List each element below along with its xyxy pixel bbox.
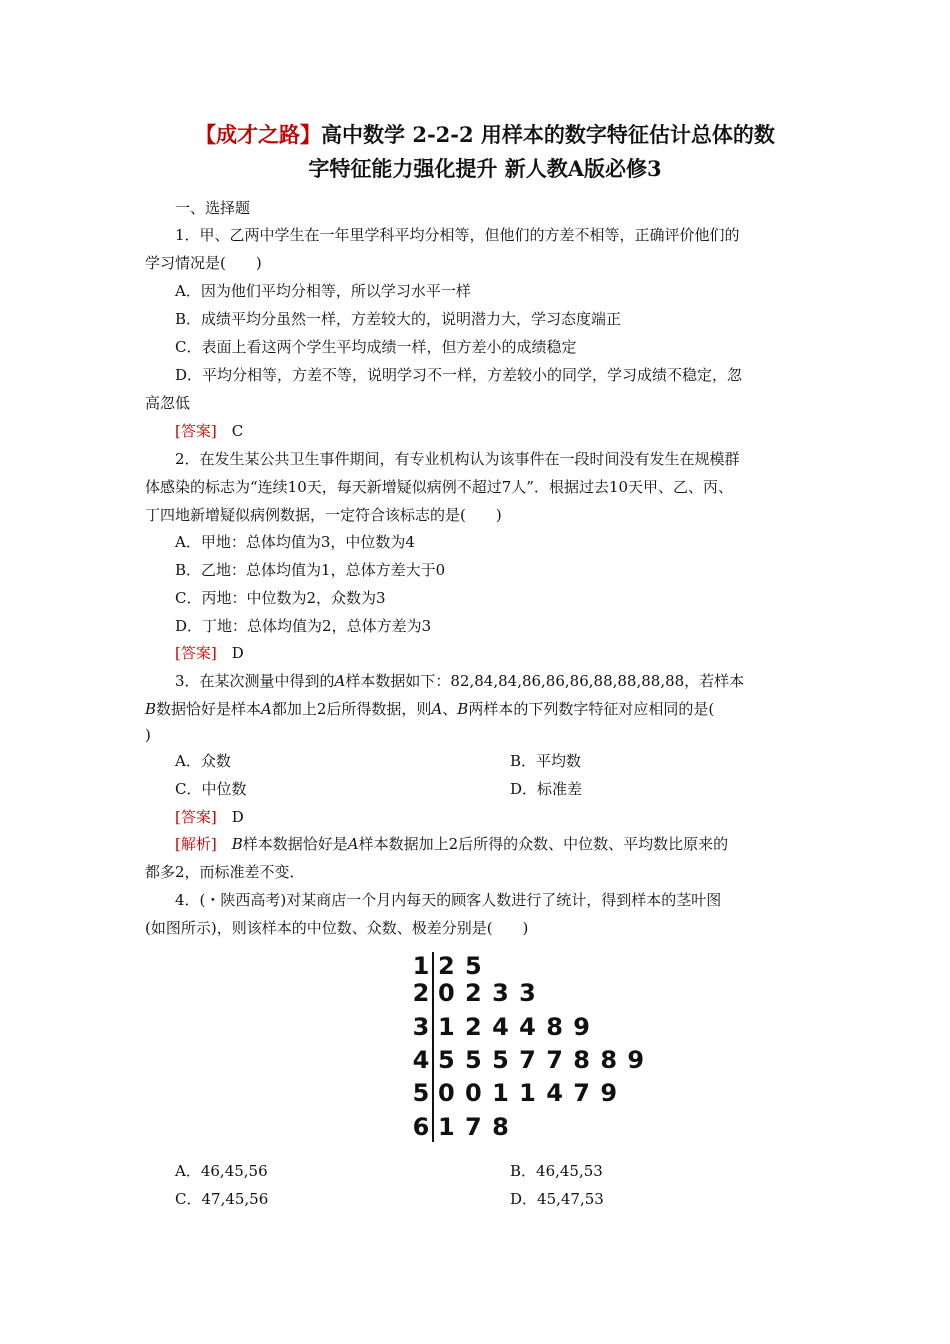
stem-value: 1 (412, 952, 430, 980)
q1-stem-line-1: 1．甲、乙两中学生在一年里学科平均分相等，但他们的方差不相等，正确评价他们的 (175, 226, 740, 244)
q3-stem-line-1: 3．在某次测量中得到的A样本数据如下：82,84,84,86,86,86,88,88,88,88，若样本 (175, 672, 745, 690)
q2-option-b: B．乙地：总体均值为1，总体方差大于0 (175, 561, 446, 579)
q2-stem-line-3: 丁四地新增疑似病例数据，一定符合该标志的是( ) (145, 506, 502, 524)
title-line-1: 【成才之路】高中数学 2-2-2 用样本的数字特征估计总体的数 (195, 122, 775, 147)
q3-stem-line-2: B数据恰好是样本A都加上2后所得数据，则A、B两样本的下列数字特征对应相同的是( (145, 700, 715, 718)
q2-stem-line-2: 体感染的标志为“连续10天，每天新增疑似病例不超过7人”．根据过去10天甲、乙、丙、 (145, 478, 734, 496)
section-heading: 一、选择题 (175, 199, 251, 217)
q1-option-d-line-2: 高忽低 (145, 394, 191, 412)
q1-answer: [答案] C (175, 422, 244, 440)
stem-and-leaf-plot (410, 950, 646, 1145)
q1-stem-line-2: 学习情况是( ) (145, 254, 262, 272)
q4-option-a: A．46,45,56 (175, 1162, 268, 1180)
title-bracket: 【成才之路】 (195, 122, 322, 147)
q2-answer: [答案] D (175, 644, 244, 662)
q1-option-b: B．成绩平均分虽然一样，方差较大的，说明潜力大，学习态度端正 (175, 310, 622, 328)
q3-option-d: D．标准差 (510, 780, 583, 798)
q1-option-a: A．因为他们平均分相等，所以学习水平一样 (175, 282, 471, 300)
stem-value: 3 (412, 1013, 430, 1041)
leaf-values: 1 2 4 4 8 9 (438, 1013, 591, 1041)
leaf-values: 5 5 5 7 7 8 8 9 (438, 1046, 646, 1074)
q3-stem-line-3: ) (145, 726, 151, 744)
leaf-values: 0 0 1 1 4 7 9 (438, 1079, 619, 1107)
q4-stem-line-2: (如图所示)，则该样本的中位数、众数、极差分别是( ) (145, 919, 529, 937)
leaf-values: 2 5 (438, 952, 483, 980)
q3-analysis-line-1: [解析] B样本数据恰好是A样本数据加上2后所得的众数、中位数、平均数比原来的 (175, 835, 729, 853)
q4-option-c: C．47,45,56 (175, 1190, 269, 1208)
q3-option-a: A．众数 (175, 752, 231, 770)
leaf-values: 1 7 8 (438, 1113, 510, 1141)
stem-value: 5 (412, 1079, 430, 1107)
q3-option-b: B．平均数 (510, 752, 582, 770)
q1-option-c: C．表面上看这两个学生平均成绩一样，但方差小的成绩稳定 (175, 338, 577, 356)
q1-option-d-line-1: D．平均分相等，方差不等，说明学习不一样，方差较小的同学，学习成绩不稳定，忽 (175, 366, 743, 384)
q3-analysis-line-2: 都多2，而标准差不变． (145, 863, 305, 881)
stem-value: 2 (412, 979, 430, 1007)
q2-option-a: A．甲地：总体均值为3，中位数为4 (175, 533, 415, 551)
q3-answer: [答案] D (175, 808, 244, 826)
q3-option-c: C．中位数 (175, 780, 247, 798)
q2-option-d: D．丁地：总体均值为2，总体方差为3 (175, 617, 432, 635)
document-title (145, 118, 825, 186)
stem-value: 6 (412, 1113, 430, 1141)
leaf-values: 0 2 3 3 (438, 979, 537, 1007)
q4-option-d: D．45,47,53 (510, 1190, 604, 1208)
stem-value: 4 (412, 1046, 430, 1074)
q4-stem-line-1: 4．(・陕西高考)对某商店一个月内每天的顾客人数进行了统计，得到样本的茎叶图 (175, 891, 722, 909)
q4-option-b: B．46,45,53 (510, 1162, 603, 1180)
stem-divider-line (432, 952, 434, 1142)
q2-option-c: C．丙地：中位数为2，众数为3 (175, 589, 386, 607)
title-line-2: 字特征能力强化提升 新人教A版必修3 (308, 156, 662, 181)
q2-stem-line-1: 2．在发生某公共卫生事件期间，有专业机构认为该事件在一段时间没有发生在规模群 (175, 450, 740, 468)
